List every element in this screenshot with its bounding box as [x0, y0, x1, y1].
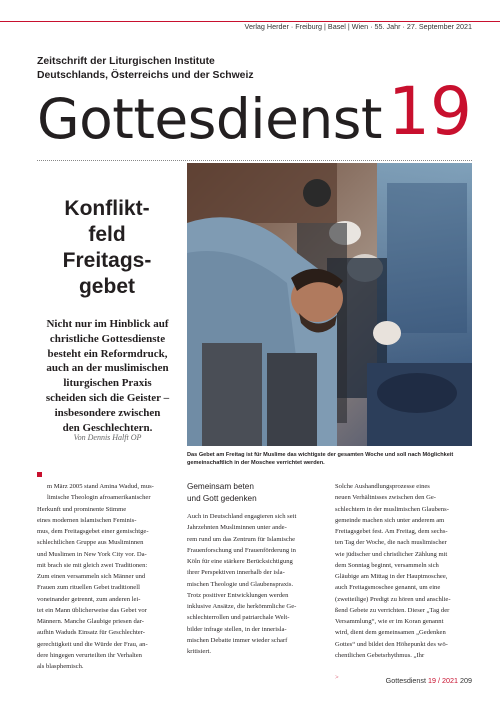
body-line: mus, dem Freitagsgebet einer gemischtge-	[37, 528, 149, 535]
body-line: aufhin Waduds Einsatz für Geschlechter-	[37, 629, 145, 637]
body-column-2	[187, 481, 320, 657]
body-line: schlechterrollen und patriarchale Welt-	[187, 614, 290, 622]
body-line: bilder infrage stellen, in der innerisla-	[187, 625, 287, 633]
body-line: Köln für eine stärkere Berücksichtigung	[187, 558, 293, 565]
lead-line: besteht ein Reformdruck,	[47, 347, 168, 360]
body-line: tet ein Mann üblicherweise das Gebet vor	[37, 606, 147, 614]
body-line: Frauen zum rituellen Gebet traditionell	[37, 584, 140, 592]
headline-line: Konflikt-	[64, 197, 150, 220]
author-byline: Von Dennis Halft OP	[73, 433, 142, 442]
caption-line: gemeinschaftlich in der Moschee verrichtet werden.	[187, 460, 325, 466]
body-line: mischen Theologie und Glaubenspraxis.	[187, 580, 294, 588]
page-number: 209	[460, 676, 472, 685]
body-column-3	[335, 481, 468, 684]
publisher-info: Verlag Herder · Freiburg | Basel | Wien · 55. Jahr · 27. September 2021	[244, 22, 472, 31]
body-line: mit brach sie mit gleich zwei Traditionen:	[37, 561, 148, 569]
article-headline	[37, 196, 177, 300]
page-footer	[386, 676, 472, 685]
lead-line: liturgischen Praxis	[63, 377, 152, 390]
body-line: gemeinde machen sich unter anderem am	[335, 516, 445, 524]
lead-line: insbesondere zwischen	[54, 406, 161, 419]
footer-magazine: Gottesdienst	[385, 676, 427, 685]
article-lead	[37, 317, 178, 435]
lead-line: christliche Gottesdienste	[49, 332, 166, 345]
dotted-divider	[37, 160, 472, 161]
body-line: Herkunft und prominente Stimme	[37, 505, 127, 513]
body-line: ihrer Perspektiven innerhalb der isla-	[187, 569, 285, 577]
body-line: gerechtigkeit und die Würde der Frau, an-	[37, 640, 148, 648]
headline-line: Freitags-	[62, 249, 152, 272]
body-line: Gläubige am Mittag in der Hauptmoschee,	[335, 573, 448, 580]
body-line: Jahrzehnten Musliminnen unter ande-	[187, 524, 287, 532]
body-line: neuen Verhältnisses zwischen den Ge-	[335, 494, 436, 502]
body-line: und Muslimen in New York City vor. Da-	[37, 550, 147, 558]
body-line: m März 2005 stand Amina Wadud, mus-	[47, 483, 154, 490]
body-line: Frauenforschung und Frauenförderung in	[187, 546, 296, 554]
lead-line: scheiden sich die Geister –	[45, 391, 170, 404]
photo-caption	[187, 451, 474, 467]
body-line: ten Tag der Woche, die nach muslimischer	[335, 539, 447, 547]
body-line: eines modernen islamischen Feminis-	[37, 516, 137, 524]
body-line: ßend Gebete zu verrichten. Dieser „Tag der	[335, 606, 450, 614]
issue-number: 19	[388, 73, 472, 150]
body-line: Gottes“ und bildet den Höhepunkt des wö-	[335, 640, 448, 648]
section-subhead: Gemeinsam beten	[187, 482, 254, 491]
body-line: (zweiteilige) Predigt zu hören und anschlie-	[335, 595, 451, 603]
journal-subtitle	[37, 55, 254, 83]
body-line: inklusive Ansätze, die herkömmliche Ge-	[187, 603, 297, 610]
body-line: wird, dient dem gemeinsamen „Gedenken	[335, 629, 446, 637]
continue-arrow-icon: >	[335, 674, 339, 682]
section-subhead: und Gott gedenken	[187, 494, 257, 503]
lead-line: auch an der muslimischen	[46, 362, 169, 375]
body-line: Auch in Deutschland engagieren sich seit	[187, 513, 297, 520]
body-line: Männern. Manche Glaubige priesen dar-	[37, 618, 144, 625]
body-line: rem rund um das Zentrum für Islamische	[187, 535, 296, 543]
body-line: Versammlung“, wie er im Koran genannt	[335, 618, 444, 625]
headline-line: gebet	[78, 275, 135, 298]
body-line: voneinander getrennt, zum anderen lei-	[37, 595, 141, 603]
body-line: Freitagsgebet fest. Am Freitag, dem sechs-	[335, 528, 448, 535]
body-line: auch Freitagsmoschee genannt, um eine	[335, 584, 441, 592]
dropcap-marker	[37, 472, 42, 477]
body-line: wie jüdischer und christlicher Zählung mit	[335, 550, 448, 558]
body-line: schlechtlichen Gruppe aus Musliminnen	[37, 539, 144, 547]
caption-line: Das Gebet am Freitag ist für Muslime das wichtigste der gesamten Woche und soll nach Möglichkeit	[187, 452, 454, 458]
body-line: Trotz positiver Entwicklungen werden	[187, 591, 289, 599]
body-line: mischen Debatte immer wieder scharf	[187, 636, 288, 644]
body-line-text: chentlichen Gebetsrhythmus. „Ihr	[335, 651, 425, 659]
headline-line: feld	[88, 223, 126, 246]
magazine-title: Gottesdienst	[37, 87, 383, 151]
body-line: kritisiert.	[187, 648, 211, 655]
body-line: dere hingegen verurteilten ihr Verhalten	[37, 651, 142, 659]
body-line: als blasphemisch.	[37, 663, 84, 670]
footer-issue: 19 / 2021	[428, 676, 458, 685]
body-line: schlechtern in der muslimischen Glaubens-	[335, 505, 449, 513]
body-line: Solche Aushandlungsprozesse eines	[335, 483, 430, 490]
lead-line: den Geschlechtern.	[62, 421, 153, 434]
body-line: Zum einen versammeln sich Männer und	[37, 573, 146, 580]
body-column-1	[37, 481, 170, 672]
mosque-prayer-photo	[187, 163, 472, 446]
subtitle-line: Zeitschrift der Liturgischen Institute	[37, 56, 215, 67]
subtitle-line: Deutschlands, Österreichs und der Schweiz	[37, 70, 254, 81]
body-line: dem Sonntag beginnt, versammeln sich	[335, 561, 439, 569]
body-line: limische Theologin afroamerikanischer	[47, 494, 151, 502]
lead-line: Nicht nur im Hinblick auf	[46, 318, 169, 330]
